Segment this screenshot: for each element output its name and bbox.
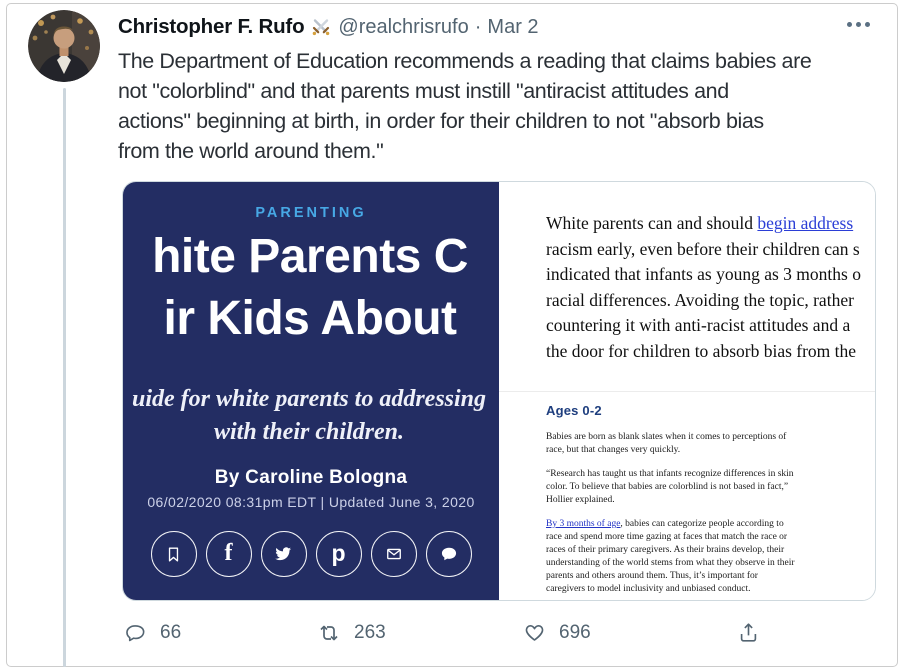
reply-button[interactable] [124, 621, 181, 644]
intro-line: White parents can and should begin address [546, 213, 854, 233]
tweet-text-line: not "colorblind" and that parents must instill "antiracist attitudes and [118, 79, 729, 103]
retweet-icon [317, 621, 341, 645]
intro-line: the door for children to absorb bias from the [546, 340, 857, 361]
author-handle[interactable]: @realchrisrufo [338, 15, 469, 38]
like-count: 696 [559, 621, 591, 643]
ages-paragraph: Babies are born as blank slates when it comes to perceptions of race, but that changes very quickly. [546, 432, 787, 455]
reply-count: 66 [160, 621, 182, 643]
email-icon [371, 531, 417, 577]
article-subtitle [123, 383, 499, 449]
facebook-icon: f [206, 531, 252, 577]
ages-paragraph: “Research has taught us that infants recognize differences in skin color. To believe that babies are colorblind is not based in fact,” Hollier explained. [546, 469, 794, 505]
tweet-image-card[interactable] [122, 181, 876, 601]
article-link: By 3 months of age [546, 519, 621, 529]
intro-line: racial differences. Avoiding the topic, rather [546, 289, 854, 310]
bookmark-icon [151, 531, 197, 577]
tweet-text [118, 46, 811, 166]
section-divider [499, 391, 875, 392]
tweet-text-line: actions" beginning at birth, in order for their children to not "absorb bias [118, 109, 764, 133]
article-intro [546, 211, 875, 364]
twitter-icon [261, 531, 307, 577]
retweet-button[interactable] [317, 621, 386, 645]
article-link: begin address [757, 213, 854, 233]
pinterest-icon: p [316, 531, 362, 577]
tweet-text-line: from the world around them." [118, 139, 384, 163]
more-icon[interactable] [847, 22, 870, 27]
tweet-text-line: The Department of Education recommends a reading that claims babies are [118, 49, 812, 73]
category-label: PARENTING [255, 205, 367, 221]
ages-section [546, 403, 796, 600]
author-name[interactable]: Christopher F. Rufo [118, 15, 305, 38]
like-button[interactable] [523, 621, 591, 644]
intro-line: countering it with anti-racist attitudes and a [546, 315, 851, 335]
share-button[interactable] [737, 621, 760, 644]
subtitle-line: uide for white parents to addressing [131, 386, 487, 412]
tweet-header [118, 15, 539, 39]
headline-line: hite Parents C [152, 230, 468, 283]
article-cover-panel [123, 182, 499, 600]
article-byline: By Caroline Bologna [214, 467, 408, 488]
article-share-row [123, 531, 499, 577]
comment-icon [426, 531, 472, 577]
tweet-meta [338, 16, 538, 39]
share-icon [737, 621, 760, 644]
article-headline [123, 226, 499, 350]
headline-line: ir Kids About [163, 292, 457, 345]
reply-icon [124, 621, 147, 644]
retweet-count: 263 [354, 622, 386, 643]
ages-paragraph: By 3 months of age, babies can categorize people according to race and spend more time gazing at faces that match the race or races of their primary caregivers. As their brains develop, their understanding of the world stems from what they observe in their parents and others around them. Thus, it’s important for caregivers to model inclusivity and unbiased conduct. [546, 519, 795, 594]
intro-line: racism early, even before their children can s [546, 238, 860, 259]
subtitle-line: with their children. [213, 419, 405, 445]
ages-heading: Ages 0-2 [546, 403, 602, 418]
meta-separator: · [474, 15, 482, 38]
avatar[interactable] [28, 10, 100, 82]
crossed-swords-emoji [311, 17, 331, 37]
heart-icon [523, 621, 546, 644]
avatar-photo [28, 10, 100, 82]
article-dateline: 06/02/2020 08:31pm EDT | Updated June 3, 2020 [147, 494, 475, 510]
tweet-date[interactable]: Mar 2 [487, 15, 539, 38]
thread-connector-line [63, 88, 66, 667]
intro-line: indicated that infants as young as 3 months o [546, 264, 861, 284]
article-text-panel [499, 182, 875, 600]
